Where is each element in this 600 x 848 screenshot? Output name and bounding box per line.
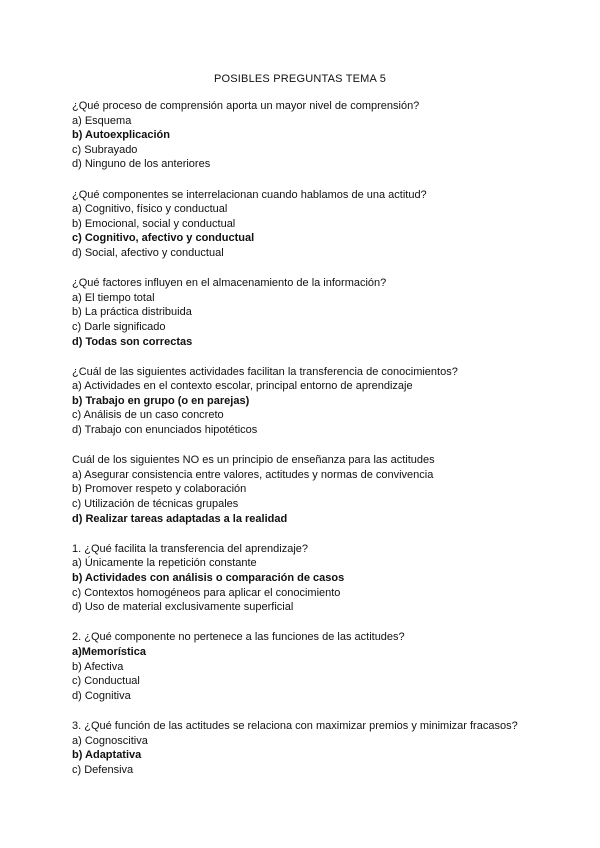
answer-option: b) Afectiva <box>72 660 124 673</box>
answer-option: c) Análisis de un caso concreto <box>72 409 224 422</box>
question-text: ¿Cuál de las siguientes actividades facilitan la transferencia de conocimientos? <box>72 365 458 378</box>
question-block <box>72 542 562 615</box>
question-block <box>72 365 562 438</box>
answer-option: a) Cognoscitiva <box>72 734 148 747</box>
question-text: 2. ¿Qué componente no pertenece a las funciones de las actitudes? <box>72 631 405 644</box>
question-text: ¿Qué componentes se interrelacionan cuando hablamos de una actitud? <box>72 188 427 201</box>
answer-option-correct: c) Cognitivo, afectivo y conductual <box>72 232 255 245</box>
answer-option-correct: b) Actividades con análisis o comparación de casos <box>72 572 345 584</box>
answer-option: a) Actividades en el contexto escolar, principal entorno de aprendizaje <box>72 380 413 393</box>
answer-option: b) Emocional, social y conductual <box>72 217 236 230</box>
answer-option: a) El tiempo total <box>72 291 155 304</box>
question-block <box>72 276 562 349</box>
answer-option: d) Uso de material exclusivamente superficial <box>72 601 294 614</box>
question-text: Cuál de los siguientes NO es un principio de enseñanza para las actitudes <box>72 454 435 467</box>
answer-option: a) Asegurar consistencia entre valores, actitudes y normas de convivencia <box>72 468 434 481</box>
answer-option-correct: a)Memorística <box>72 645 146 658</box>
answer-option: c) Darle significado <box>72 320 166 333</box>
answer-option-correct: b) Autoexplicación <box>72 129 170 142</box>
answer-option: b) Promover respeto y colaboración <box>72 483 247 496</box>
answer-option-correct: d) Realizar tareas adaptadas a la realidad <box>72 512 288 525</box>
question-block <box>72 453 562 526</box>
question-block <box>72 719 562 777</box>
answer-option: c) Utilización de técnicas grupales <box>72 498 239 511</box>
answer-option: b) La práctica distribuida <box>72 306 192 319</box>
answer-option: a) Esquema <box>72 114 132 127</box>
answer-option-correct: b) Adaptativa <box>72 749 142 762</box>
answer-option: d) Ninguno de los anteriores <box>72 158 211 171</box>
answer-option: a) Cognitivo, físico y conductual <box>72 203 228 216</box>
answer-option: d) Social, afectivo y conductual <box>72 246 224 259</box>
question-text: ¿Qué factores influyen en el almacenamiento de la información? <box>72 277 387 290</box>
question-block <box>72 99 562 172</box>
question-text: 3. ¿Qué función de las actitudes se relaciona con maximizar premios y minimizar fracasos? <box>72 719 518 732</box>
answer-option: d) Trabajo con enunciados hipotéticos <box>72 424 258 437</box>
page-title: POSIBLES PREGUNTAS TEMA 5 <box>213 73 387 85</box>
question-text: ¿Qué proceso de comprensión aporta un mayor nivel de comprensión? <box>72 100 420 112</box>
answer-option: a) Únicamente la repetición constante <box>72 557 257 570</box>
question-block <box>72 188 562 261</box>
answer-option: c) Contextos homogéneos para aplicar el conocimiento <box>72 586 341 599</box>
question-block <box>72 630 562 703</box>
answer-option: c) Conductual <box>72 675 140 688</box>
answer-option: d) Cognitiva <box>72 689 131 702</box>
answer-option: c) Defensiva <box>72 763 134 776</box>
answer-option: c) Subrayado <box>72 143 138 156</box>
question-list <box>72 99 562 793</box>
answer-option-correct: b) Trabajo en grupo (o en parejas) <box>72 394 250 407</box>
question-text: 1. ¿Qué facilita la transferencia del aprendizaje? <box>72 542 309 555</box>
answer-option-correct: d) Todas son correctas <box>72 335 193 348</box>
